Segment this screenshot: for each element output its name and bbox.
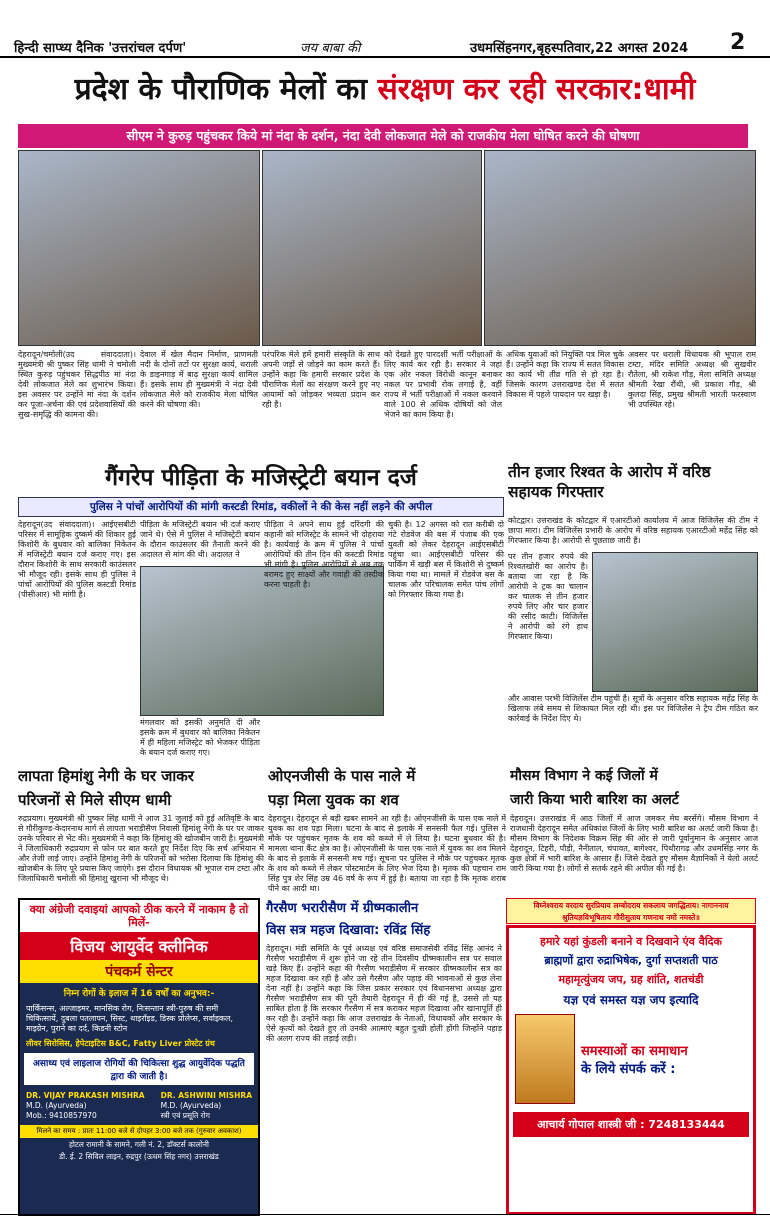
ad1-address2: डी. ई. 2 सिविल लाइन, रुद्रपुर (ऊधम सिंह नगर) उत्तराखंड [59, 1152, 219, 1161]
story6-headline [510, 764, 758, 812]
story2-col-3: पीड़िता ने अपने साथ हुई दरिंदगी की कहानी को मजिस्ट्रेट के सामने भी दोहराया है। कार्यवाई के क्रम में पुलिस ने पांचों आरोपियों की तीन दिन की कस्टडी रिमांड भी मांगी है। पुलिस आरोपियों से अब तक बरामद हुए साक्ष्यों और गवाही की तस्दीक करना चाहती है। [264, 520, 384, 589]
ad1-timing: मिलने का समय : प्रातः 11:00 बजे से दोपहर 3:00 बजे तक (गुरुवार अवकाश) [20, 1125, 258, 1138]
story6-body: देहरादून। उत्तराखंड में आठ जिलों में आज जमकर मेघ बरसेंगे। मौसम विभाग ने राजधानी देहरादून समेत अधिकांश जिलों के लिए भारी बारिश का अलर्ट जारी किया है। मौसम विभाग के निदेशक विक्रम सिंह की ओर से जारी पूर्वानुमान के अनुसार आज देहरादून, टिहरी, पौड़ी, नैनीताल, चंपावत, बागेश्वर, पिथौरागढ़ और उधमसिंह नगर के कुछ क्षेत्रों में भारी बारिश के आसार हैं। जिसे देखते हुए मौसम वैज्ञानिकों ने येलो अलर्ट जारी किया गया है। लोगों से सतर्क रहने की अपील की गई है। [510, 814, 758, 873]
ad1-doc2-name: DR. ASHWINI MISHRA [160, 1091, 252, 1100]
main-col-6: अवसर पर थराली विधायक श्री भूपाल राम टम्टा, मंदिर समिति अध्यक्ष श्री सुखवीर रौतेला, श्री राकेश गौड़, मेला समिति अध्यक्ष श्रीमती रेखा रौंथी, श्री प्रकाश गौड़, श्री कुलदा सिंह, प्रमुख श्रीमती भारती फरस्वाण भी उपस्थित रहे। [628, 350, 756, 409]
paper-name: हिन्दी साप्ध्य दैनिक 'उत्तरांचल दर्पण' [14, 41, 187, 56]
story7-body: देहरादून। मंडी समिति के पूर्व अध्यक्ष एवं वरिष्ठ समाजसेवी रविंद्र सिंह आनंद ने गैरसैण भराड़ीसैण में शुरू होने जा रहे तीन दिवसीय ग्रीष्मकालीन सत्र पर सवाल खड़े किए हैं। उन्होंने कहा की गैरसैण भराड़ीसैण में सरकार ग्रीष्मकालीन सत्र का महज दिखावा कर रही है और उसे गैरसैण और पहाड़ की भावनाओं से कुछ लेना देना नहीं है। उन्होंने कहा कि जिस प्रकार सरकार एवं विधानसभा अध्यक्ष द्वारा गैरसैण भराड़ीसैण सत्र की पूरी तैयारी देहरादून में ही की गई है, उससे तो यह साबित होता है कि सरकार गैरसैण में सत्र कराकर महज दिखावा और खानापूर्ति ही कर रही है। उन्होंने कहा कि आज उत्तराखंड के नेताओं, विधायकों और सरकार के ऐसे कृत्यों को देखते हुए तो उनकी आत्माएं बहुत दुःखी होती होंगी जिन्होंने पहाड़ की अलग राज्य की लड़ाई लड़ी। [266, 944, 502, 1043]
ad1-doc2-spec: स्त्री एवं प्रसूति रोग [160, 1111, 210, 1120]
story6-headline-line1: मौसम विभाग ने कई जिलों में [510, 768, 658, 784]
ad1-doctor-2 [161, 1091, 252, 1121]
story3-headline: तीन हजार रिश्वत के आरोप में वरिष्ठ सहायक गिरफ्तार [508, 463, 711, 501]
ad1-sub: पंचकर्म सेन्टर [20, 960, 258, 983]
story3-lead: कोटद्वार। उत्तराखंड के कोटद्वार में एआरटीओ कार्यालय में आज विजिलेंस की टीम ने छापा मारा। टीम विजिलेंस प्रभारी के आरोप में वरिष्ठ सहायक एआरटीओ महेंद्र सिंह को गिरफ्तार किया है। आरोपी से पूछताछ जारी है। [508, 516, 758, 545]
photo-cm-speech [18, 150, 260, 346]
story2-subline: पुलिस ने पांचों आरोपियों की मांगी कस्टडी रिमांड, वकीलों ने की केस नहीं लड़ने की अपील [18, 497, 504, 517]
main-col-1: देहरादून/चमोली(उद संवाददाता)। मुख्यमंत्री श्री पुष्कर सिंह धामी ने चमोली स्थित कुरुड़ पहुंचकर सिद्धपीठ मां नंदा देवी लोकजात मेले का शुभारंभ किया। इस अवसर पर उन्होंने मां नंदा के दर्शन कर पूजा-अर्चना की एवं प्रदेशवासियों की सुख-समृद्धि की कामना की। [18, 350, 136, 419]
ad2-line5: समस्याओं का समाधान [581, 1044, 688, 1059]
story4-headline [18, 764, 264, 812]
ad2-line3: महामृत्युंजय जप, ग्रह शांति, शतचंडी [558, 973, 704, 986]
story5-headline-line2: पड़ा मिला युवक का शव [268, 791, 399, 809]
page-footer [0, 1214, 770, 1226]
ad1-name: विजय आयुर्वेद क्लीनिक [20, 932, 258, 960]
ad1-doc1-mobile: Mob.: 9410857970 [26, 1111, 97, 1120]
story5-headline [268, 764, 506, 812]
masthead [0, 0, 770, 58]
place-date: उधमसिंहनगर,बृहस्पतिवार,22 अगस्त 2024 [470, 41, 689, 56]
page-number: 2 [730, 30, 746, 55]
main-headline [10, 62, 760, 118]
story7-headline-line2: विस सत्र महज दिखावा: रविंद्र सिंह [266, 923, 431, 938]
ad1-top: क्या अंग्रेजी दवाइयां आपको ठीक करने में नाकाम है तो मिलें- [20, 900, 258, 932]
story2-col-4: चुकी है। 12 अगस्त को रात करीबी दो गंटे रोडवेज की बस में पंजाब की एक युवती को लेकर देहरादून आईएसबीटी पहुंचा था। आईएसबीटी परिसर की पार्किंग में खड़ी बस में किशोरी से दुष्कर्म किया गया था। मामले में रोडवेज बस के चालक और परिचालक समेत पांच लोगों को गिरफ्तार किया गया है। [388, 520, 504, 599]
ad1-doctor-1 [26, 1091, 145, 1121]
story4-body: रुद्रप्रयाग। मुख्यमंत्री श्री पुष्कर सिंह धामी ने आज 31 जुलाई को हुई अतिवृष्टि के बाद से गौरीकुण्ड-केदारनाथ मार्ग से लापता भराड़ीसैण निवासी हिमांशु नेगी के घर पर जाकर उनके परिवार से भेंट की। मुख्यमंत्री ने कहा कि हिमांशु की खोजबीन जारी है। मुख्यमंत्री ने जिलाधिकारी रुद्रप्रयाग से फोन पर बात करते हुए निर्देश दिए कि सर्च अभियान में और तेजी लाई जाए। उन्होंने हिमांशु नेगी के परिजनों को भरोसा दिलाया कि हिमांशु की खोजबीन के लिए पूरे प्रयास किए जाएंगे। इस दौरान विधायक श्री भूपाल राम टम्टा और जिलाधिकारी चमोली श्री हिमांशु खुराना भी मौजूद थे। [18, 814, 264, 883]
ad1-line1: निम्न रोगों के इलाज में 16 वर्षों का अनुभव:- [63, 989, 215, 999]
ad1-doc2-degree: M.D. (Ayurveda) [160, 1101, 222, 1110]
story7-headline-line1: गैरसैण भरारीसैण में ग्रीष्मकालीन [266, 901, 419, 916]
story3-tail: और आवास परभी विजिलेंस टीम पहुंची है। सूत्रों के अनुसार वरिष्ठ सहायक महेंद्र सिंह के खिलाफ लंबे समय से शिकायत मिल रही थी। इस पर विजिलेंस ने ट्रैप टीम गठित कर कार्रवाई के निर्देश दिए थे। [508, 694, 758, 723]
main-subline: सीएम ने कुरुड़ पहुंचकर किये मां नंदा के दर्शन, नंदा देवी लोकजात मेले को राजकीय मेला घोषित करने की घोषणा [18, 124, 748, 148]
main-col-5: अधिक युवाओं को नियुक्ति पत्र मिल चुके हैं। उन्होंने कहा कि राज्य में सतत विकास का कार्य भी तीव्र गति से हो रहा है। जिसके कारण उत्तराखण्ड देश में सतत विकास में पहले पायदान पर खड़ा है। [506, 350, 624, 399]
photo-arrest [592, 552, 758, 692]
story4-headline-line2: परिजनों से मिले सीएम धामी [18, 791, 172, 809]
ad-astrology [506, 925, 756, 1215]
story2-col-1: देहरादून(उद संवाददाता)। आईएसबीटी परिसर में सामूहिक दुष्कर्म की शिकार हुई किशोरी के बुधवार को बालिका निकेतन में मजिस्ट्रेटी बयान दर्ज कराए गए। इस दौरान किशोरी के साथ सरकारी काउंसलर भी मौजूद रही। इसके साथ ही पुलिस ने पांचों आरोपियों की पुलिस कस्टडी रिमांड (पीसीआर) भी मांगी है। [18, 520, 136, 599]
masthead-tagline: जय बाबा की [300, 41, 361, 56]
photo-cm-prasad [484, 150, 756, 346]
ad2-contact: आचार्य गोपाल शास्त्री जी : 7248133444 [513, 1112, 749, 1137]
story7-headline [266, 898, 502, 942]
main-col-4: को देखते हुए पारदर्शी भर्ती परीक्षाओं के लिए कार्य कर रही है। सरकार ने जहां एक ओर नकल विरोधी कानून बनाकर नकल पर प्रभावी रोक लगाई है, वहीं राज्य में भर्ती परीक्षाओं में नकल करवाने वाले 100 से अधिक दोषियों को जेल भेजने का काम किया है। [384, 350, 502, 419]
ad1-doc1-degree: M.D. (Ayurveda) [26, 1101, 87, 1110]
ad2-line2: ब्राह्मणों द्वारा रुद्राभिषेक, दुर्गा सप्तशती पाठ [544, 954, 718, 967]
story2-col-2: पीड़िता के मजिस्ट्रेटी बयान भी दर्ज कराए जाने थे। ऐसे में पुलिस ने मजिस्ट्रेटी बयान के दौरान काउंसलर की तैनाती करने की अदालत से मांग की थी। अदालत ने [140, 520, 260, 559]
ad1-doc1-name: DR. VIJAY PRAKASH MISHRA [26, 1091, 145, 1100]
ad2-line4: यज्ञ एवं समस्त यज्ञ जप इत्यादि [563, 993, 699, 1007]
ad1-list: पार्किंसन्स, अल्जाइमर, मानसिक रोग, निःसन्तान स्त्री-पुरुष की समी चिकित्सायें, दुबला पतलापन, सिस्ट, थाइरॉइड, डिस्क प्रोलेप्स, सर्वाइकल, माइग्रेन, पुराने का दर्द, किडनी स्टोन [26, 1004, 234, 1033]
ad2-line6: के लिये संपर्क करें : [581, 1062, 676, 1077]
ad1-address: होटल रामानी के सामने, गली नं. 2, डॉक्टर्स कालोनी [69, 1140, 209, 1149]
main-headline-part1: प्रदेश के पौराणिक मेलों का [74, 72, 378, 107]
ad1-line2: लीवर सिरोसिस, हेपेटाइटिस B&C, Fatty Liver प्रोस्टेट ग्रंथ [26, 1039, 215, 1048]
deity-image [515, 1014, 575, 1104]
main-col-2: देवाल में खेल मैदान निर्माण, प्राणमती नदी के दोनों तटों पर सुरक्षा कार्य, थराली के डाइनगाड़ में बाढ़ सुरक्षा कार्य शामिल हैं। इसके साथ ही मुख्यमंत्री ने नंदा देवी लोकजात मेले को राजकीय मेला घोषित करने की घोषणा की। [140, 350, 258, 409]
main-headline-part2: संरक्षण कर रही सरकार:धामी [377, 72, 696, 107]
story4-headline-line1: लापता हिमांशु नेगी के घर जाकर [18, 767, 194, 785]
story3-col: पर तीन हजार रुपये की रिश्वतखोरी का आरोप है। बताया जा रहा है कि आरोपी ने ट्रक का चालान कर चालक से तीन हजार रुपये लिए और चार हजार की रसीद काटी। विजिलेंस ने आरोपी को रंगे हाथ गिरफ्तार किया। [508, 552, 588, 641]
ad2-mantra: विघ्नेश्वराय वरदाय सुरप्रियाय लम्बोदराय सकलाय जगद्धिताय। नागाननाय श्रुतियज्ञविभूषिताय गौरीसुताय गणनाथ नमो नमस्ते॥ [506, 898, 756, 924]
ad2-line1: हमारे यहां कुंडली बनाने व दिखवाने एंव वैदिक [540, 935, 722, 948]
ad1-line3: असाध्य एवं लाइलाज रोगियों की चिकित्सा शुद्ध आयुर्वेदिक पद्धति द्वारा की जाती है। [24, 1053, 254, 1085]
story6-headline-line2: जारी किया भारी बारिश का अलर्ट [510, 792, 679, 808]
story2-col-2b: मंगलवार को इसकी अनुमति दी और इसके क्रम में बुधवार को बालिका निकेतन में ही महिला मजिस्ट्रेट को भेजकर पीड़िता के बयान दर्ज कराए गए। [140, 718, 260, 757]
story2-headline: गैंगरेप पीड़िता के मजिस्ट्रेटी बयान दर्ज [105, 465, 417, 491]
story5-headline-line1: ओएनजीसी के पास नाले में [268, 767, 416, 785]
story5-body: देहरादून। देहरादून से बड़ी खबर सामने आ रही है। ओएनजीसी के पास एक नाले में युवक का शव पड़ा मिला। घटना के बाद से इलाके में सनसनी फैल गई। पुलिस ने मौके पर पहुंचकर मृतक के शव को कब्जे में ले लिया है। घटना बुधवार की है। मामला थाना कैंट क्षेत्र का है। ओएनजीसी के पास एक नाले में युवक का शव मिलने के बाद से इलाके में सनसनी मच गई। सूचना पर पुलिस ने मौके पर पहुंचकर मृतक के शव को कब्जे में लेकर पोस्टमार्टम के लिए भेज दिया है। मृतक की पहचान राम सिंह पुत्र शेर सिंह उम्र 46 वर्ष के रूप में हुई है। बताया जा रहा है कि मृतक शराब पीने का आदी था। [268, 814, 506, 893]
main-col-3: परंपरिक मेले हमें हमारी संस्कृति के साथ अपनी जड़ों से जोड़ने का काम करते हैं। उन्होंने कहा कि हमारी सरकार प्रदेश के पौराणिक मेलों का संरक्षण करने हुए नए आयामों को जोड़कर भव्यता प्रदान कर रही है। [262, 350, 380, 409]
photo-cm-greeting [262, 150, 482, 346]
ad-ayurved-clinic [18, 898, 260, 1216]
